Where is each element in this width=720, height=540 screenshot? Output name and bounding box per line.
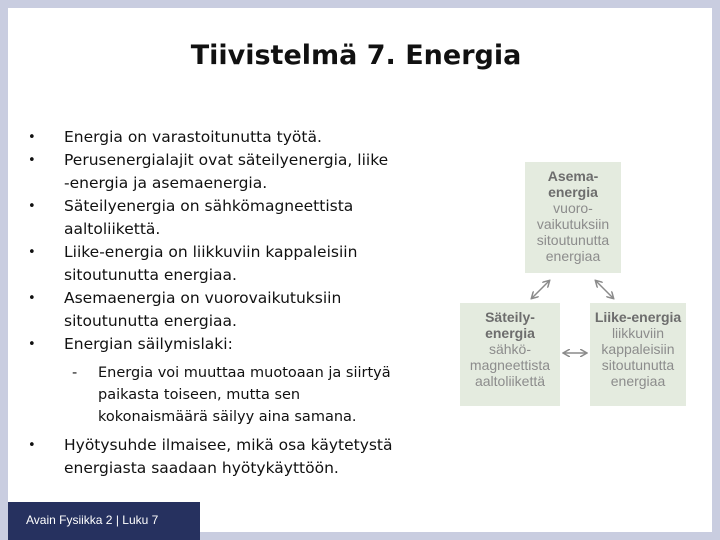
bullet-dot: • [28, 130, 36, 145]
box-text: sitoutunutta [536, 232, 610, 248]
sub-bullet-item [28, 362, 458, 428]
footer-text: Avain Fysiikka 2 | Luku 7 [26, 513, 159, 527]
sub-bullet-text: Energia voi muuttaa muotoaan ja siirtyä [98, 365, 391, 381]
bullet-text: Säteilyenergia on sähkömagneettista [64, 197, 354, 215]
bullet-dot: • [28, 153, 36, 168]
box-heading: Liike-energia [594, 309, 682, 325]
bullet-item [28, 126, 458, 149]
bullet-text: Perusenergialajit ovat säteilyenergia, liike [64, 151, 389, 169]
bullet-text: sitoutunutta energiaa. [64, 266, 237, 284]
kinetic-energy-box [590, 303, 686, 406]
box-text: vuoro- [553, 200, 593, 216]
sub-bullet-dash: - [72, 365, 78, 381]
box-text: kappaleisiin [601, 341, 675, 357]
bullet-item [28, 287, 458, 333]
box-heading: energia [548, 184, 598, 200]
bullet-dot: • [28, 199, 36, 214]
bullet-text: Liike-energia on liikkuviin kappaleisiin [64, 243, 358, 261]
sub-bullet-text: kokonaismäärä säilyy aina samana. [98, 409, 357, 425]
bullet-text: Asemaenergia on vuorovaikutuksiin [64, 289, 342, 307]
bullet-text: Hyötysuhde ilmaisee, mikä osa käytetystä [64, 436, 393, 454]
bullet-item [28, 434, 458, 480]
footer-bar [8, 502, 200, 540]
sub-bullet-text: paikasta toiseen, mutta sen [98, 387, 301, 403]
bullet-item [28, 333, 458, 356]
box-text: sähkö- [488, 341, 532, 357]
box-text: energiaa [545, 248, 601, 264]
bullet-item [28, 241, 458, 287]
bullet-text: Energia on varastoitunutta työtä. [64, 128, 322, 146]
bullet-dot: • [28, 291, 36, 306]
box-heading: energia [485, 325, 535, 341]
bullet-dot: • [28, 245, 36, 260]
box-heading: Säteily- [485, 309, 535, 325]
bullet-text: sitoutunutta energiaa. [64, 312, 237, 330]
box-text: aaltoliikettä [474, 373, 546, 389]
bullet-item [28, 149, 458, 195]
box-text: magneettista [469, 357, 551, 373]
bullet-text: energiasta saadaan hyötykäyttöön. [64, 459, 339, 477]
slide-title: Tiivistelmä 7. Energia [190, 40, 522, 71]
box-heading: Asema- [547, 168, 599, 184]
bullet-text: aaltoliikettä. [64, 220, 161, 238]
box-text: liikkuviin [611, 325, 665, 341]
box-text: vaikutuksiin [536, 216, 610, 232]
bullet-text: Energian säilymislaki: [64, 335, 233, 353]
box-text: sitoutunutta [601, 357, 675, 373]
bullet-text: -energia ja asemaenergia. [64, 174, 268, 192]
potential-energy-box [525, 162, 621, 273]
bullet-dot: • [28, 337, 36, 352]
bullet-list [28, 126, 458, 480]
bullet-item [28, 195, 458, 241]
radiant-energy-box [460, 303, 560, 406]
bullet-dot: • [28, 438, 36, 453]
box-text: energiaa [610, 373, 666, 389]
